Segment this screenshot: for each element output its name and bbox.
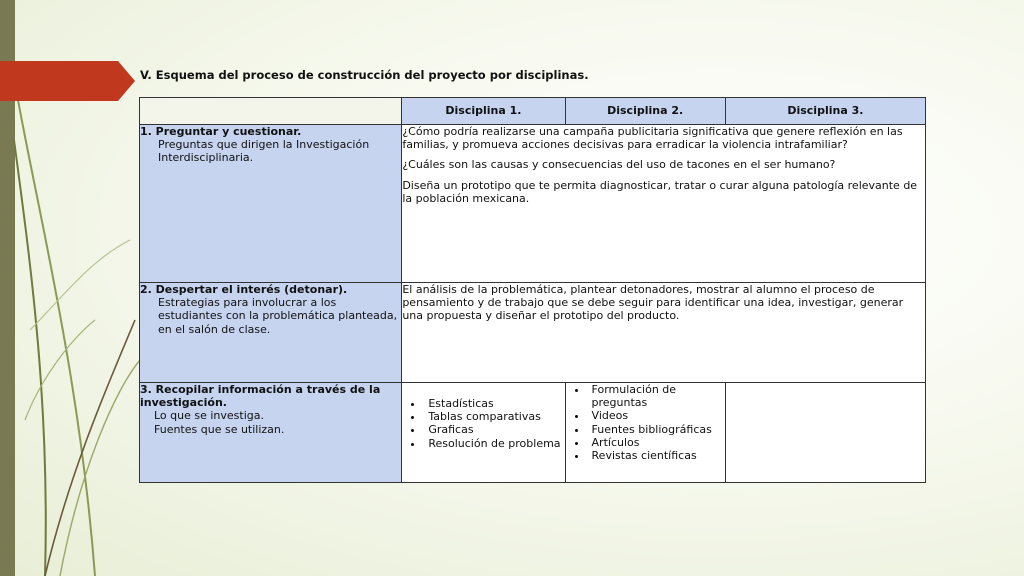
list-item: • Videos bbox=[588, 409, 725, 422]
disciplina-3-cell bbox=[725, 383, 925, 483]
scheme-table bbox=[139, 97, 926, 483]
phase-cell bbox=[140, 383, 402, 483]
question-3: Diseña un prototipo que te permita diagnosticar, tratar o curar alguna patología relevante de la población mexicana. bbox=[402, 178, 918, 205]
header-disciplina-2: Disciplina 2. bbox=[565, 98, 725, 125]
disciplina-1-list bbox=[402, 397, 564, 450]
list-item: • Graficas bbox=[424, 423, 564, 436]
header-disciplina-3: Disciplina 3. bbox=[725, 98, 925, 125]
header-disciplina-1: Disciplina 1. bbox=[402, 98, 565, 125]
list-item: • Resolución de problema bbox=[424, 437, 564, 450]
list-item: • Revistas científicas bbox=[588, 449, 725, 462]
table-row bbox=[140, 283, 926, 383]
list-item: • Estadísticas bbox=[424, 397, 564, 410]
disciplina-2-cell bbox=[565, 383, 725, 483]
content-cell bbox=[402, 125, 926, 283]
disciplina-1-cell bbox=[402, 383, 565, 483]
section-heading: V. Esquema del proceso de construcción del proyecto por disciplinas. bbox=[140, 68, 589, 82]
disciplina-2-list bbox=[566, 383, 725, 462]
phase-title: 2. Despertar el interés (detonar). bbox=[140, 283, 348, 296]
list-item: • Artículos bbox=[588, 436, 725, 449]
header-row bbox=[140, 98, 926, 125]
phase-description: Estrategias para involucrar a los estudiantes con la problemática planteada, en el salón de clase. bbox=[158, 296, 398, 336]
phase-description: Preguntas que dirigen la Investigación Interdisciplinaria. bbox=[158, 138, 370, 165]
phase-title: 3. Recopilar información a través de la investigación. bbox=[140, 383, 381, 410]
phase-description-sources: Fuentes que se utilizan. bbox=[154, 422, 285, 436]
list-item: • Fuentes bibliográficas bbox=[588, 423, 725, 436]
list-item: • Formulación de preguntas bbox=[588, 383, 725, 409]
list-item: • Tablas comparativas bbox=[424, 410, 564, 423]
red-tab-shape bbox=[0, 61, 135, 101]
table-row bbox=[140, 383, 926, 483]
phase-description-what: Lo que se investiga. bbox=[154, 409, 264, 423]
table-row bbox=[140, 125, 926, 283]
header-blank bbox=[140, 98, 402, 125]
strategy-text: El análisis de la problemática, plantear detonadores, mostrar al alumno el proceso de pensamiento y de trabajo que se debe seguir para identificar una idea, investigar, generar una propuesta y diseñar el prototipo del producto. bbox=[402, 283, 904, 323]
phase-cell bbox=[140, 283, 402, 383]
question-1: ¿Cómo podría realizarse una campaña publicitaria significativa que genere reflexión en las familias, y promueva acciones decisivas para erradicar la violencia intrafamiliar? bbox=[402, 125, 903, 152]
question-2: ¿Cuáles son las causas y consecuencias del uso de tacones en el ser humano? bbox=[402, 158, 836, 172]
phase-cell bbox=[140, 125, 402, 283]
content-cell bbox=[402, 283, 926, 383]
phase-title: 1. Preguntar y cuestionar. bbox=[140, 125, 302, 138]
